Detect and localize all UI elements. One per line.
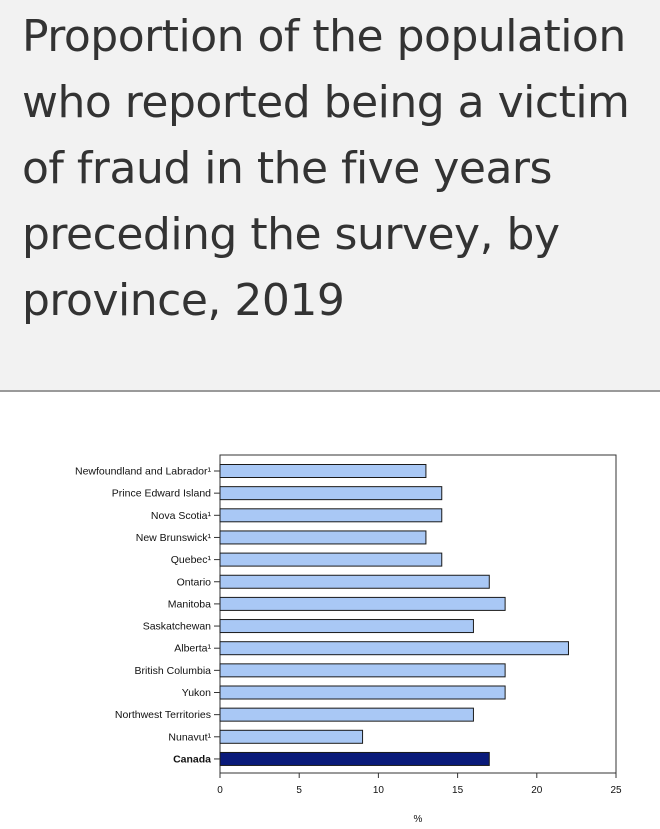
category-label: New Brunswick¹ — [135, 531, 211, 544]
x-axis-title: % — [413, 814, 423, 825]
page-title: Proportion of the population who reported being a victim of fraud in the five years preceding the survey, by province, 2019 — [22, 11, 630, 326]
x-tick-label: 5 — [296, 785, 302, 796]
bar — [220, 531, 426, 544]
bar — [220, 620, 473, 633]
title-panel — [0, 0, 660, 392]
category-label: Canada — [173, 753, 211, 766]
x-axis-ticks — [217, 773, 622, 796]
bar — [220, 664, 505, 677]
x-tick-label: 0 — [217, 785, 223, 796]
bar — [220, 597, 505, 610]
bar — [220, 509, 442, 522]
bar-chart — [0, 392, 660, 829]
x-tick-label: 25 — [610, 785, 622, 796]
x-tick-label: 20 — [531, 785, 543, 796]
bar — [220, 686, 505, 699]
category-label: Saskatchewan — [142, 620, 211, 633]
bar — [220, 730, 363, 743]
bar-canada-total — [220, 752, 489, 765]
bar — [220, 575, 489, 588]
category-label: Nunavut¹ — [168, 731, 211, 744]
category-label: Alberta¹ — [174, 642, 211, 655]
bar — [220, 642, 568, 655]
category-label: Manitoba — [167, 598, 211, 611]
category-label: Northwest Territories — [114, 709, 211, 722]
category-label: British Columbia — [134, 664, 211, 677]
category-label: Yukon — [181, 687, 211, 699]
bar — [220, 708, 473, 721]
x-tick-label: 15 — [452, 785, 464, 796]
plot-area-frame — [220, 455, 616, 773]
category-label: Nova Scotia¹ — [150, 509, 211, 522]
category-label: Newfoundland and Labrador¹ — [74, 465, 211, 478]
category-label: Quebec¹ — [170, 554, 211, 567]
category-labels — [75, 466, 220, 766]
bar — [220, 553, 442, 566]
bar — [220, 487, 442, 500]
bar — [220, 465, 426, 478]
x-tick-label: 10 — [372, 785, 384, 796]
category-label: Prince Edward Island — [111, 487, 211, 500]
chart-container — [0, 392, 660, 829]
category-label: Ontario — [176, 576, 211, 589]
